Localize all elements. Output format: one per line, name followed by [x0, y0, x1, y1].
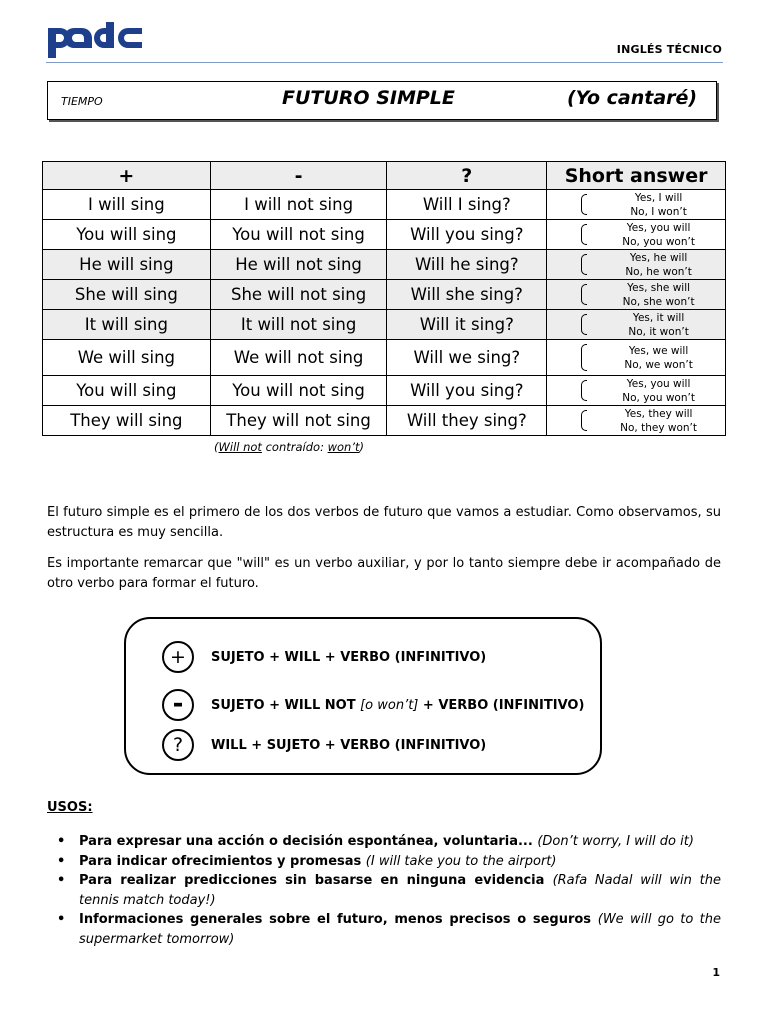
- contraction-note: (Will not contraído: won’t): [214, 440, 365, 454]
- cell-question: Will you sing?: [387, 220, 547, 250]
- question-formula: [162, 729, 486, 761]
- plus-circle-icon: +: [162, 641, 194, 673]
- title-box: [47, 81, 717, 120]
- negative-formula-text: SUJETO + WILL NOT [o won’t] + VERBO (INFINITIVO): [211, 697, 585, 713]
- cell-question: Will she sing?: [387, 280, 547, 310]
- short-answer-yes: Yes, he will: [629, 251, 688, 264]
- negative-formula: [162, 689, 584, 721]
- short-answer-yes: Yes, you will: [626, 221, 691, 234]
- brace-icon: [581, 380, 587, 401]
- table-row: [43, 310, 726, 340]
- cell-short-answer: [547, 190, 726, 220]
- table-row: [43, 250, 726, 280]
- cell-affirmative: They will sing: [43, 406, 211, 436]
- table-row: [43, 190, 726, 220]
- table-header-row: [43, 162, 726, 190]
- note-wont: won’t: [327, 440, 360, 454]
- short-answer-no: No, it won’t: [628, 325, 689, 338]
- cell-short-answer: [547, 280, 726, 310]
- cell-negative: It will not sing: [210, 310, 387, 340]
- brace-icon: [581, 344, 587, 371]
- affirmative-formula: [162, 641, 486, 673]
- short-answer-yes: Yes, I will: [634, 191, 683, 204]
- conjugation-table: [42, 161, 726, 436]
- header-divider: [46, 62, 723, 63]
- brace-icon: [581, 410, 587, 431]
- cell-negative: You will not sing: [210, 220, 387, 250]
- cell-question: Will they sing?: [387, 406, 547, 436]
- short-answer-no: No, he won’t: [625, 265, 692, 278]
- short-answer-yes: Yes, it will: [632, 311, 685, 324]
- subject-label: INGLÉS TÉCNICO: [616, 43, 722, 56]
- list-item: • Para expresar una acción o decisión espontánea, voluntaria... (Don’t worry, I will do it): [57, 832, 721, 852]
- cell-short-answer: [547, 310, 726, 340]
- usos-list: [57, 832, 721, 949]
- auxiliary-paragraph: Es importante remarcar que "will" es un verbo auxiliar, y por lo tanto siempre debe ir acompañado de otro verbo para formar el futuro.: [47, 556, 721, 591]
- cell-negative: You will not sing: [210, 376, 387, 406]
- header-negative: -: [210, 162, 387, 190]
- short-answer-no: No, you won’t: [622, 391, 695, 404]
- brace-icon: [581, 224, 587, 245]
- brace-icon: [581, 314, 587, 335]
- short-answer-yes: Yes, we will: [628, 344, 689, 357]
- brace-icon: [581, 194, 587, 215]
- intro-paragraph: El futuro simple es el primero de los dos verbos de futuro que vamos a estudiar. Como observamos, su estructura es muy sencilla.: [47, 505, 721, 540]
- list-item: • Para indicar ofrecimientos y promesas (I will take you to the airport): [57, 852, 721, 872]
- cell-question: Will I sing?: [387, 190, 547, 220]
- cell-affirmative: We will sing: [43, 340, 211, 376]
- short-answer-yes: Yes, you will: [626, 377, 691, 390]
- cell-question: Will it sing?: [387, 310, 547, 340]
- cell-affirmative: It will sing: [43, 310, 211, 340]
- cell-affirmative: You will sing: [43, 376, 211, 406]
- affirmative-formula-text: SUJETO + WILL + VERBO (INFINITIVO): [211, 649, 487, 665]
- title-main: FUTURO SIMPLE: [282, 87, 455, 109]
- question-formula-text: WILL + SUJETO + VERBO (INFINITIVO): [211, 737, 487, 753]
- table-row: [43, 220, 726, 250]
- cell-negative: We will not sing: [210, 340, 387, 376]
- header-short-answer: Short answer: [547, 162, 726, 190]
- usos-heading: USOS:: [47, 800, 93, 815]
- cell-short-answer: [547, 406, 726, 436]
- note-will-not: Will not: [218, 440, 262, 454]
- table-row: [43, 280, 726, 310]
- short-answer-no: No, we won’t: [624, 358, 693, 371]
- structure-box: [124, 617, 602, 775]
- list-item: • Informaciones generales sobre el futuro, menos precisos o seguros (We will go to the supermarket tomorrow): [57, 910, 721, 949]
- cell-negative: He will not sing: [210, 250, 387, 280]
- cell-question: Will you sing?: [387, 376, 547, 406]
- cell-negative: I will not sing: [210, 190, 387, 220]
- cell-short-answer: [547, 340, 726, 376]
- short-answer-no: No, I won’t: [630, 205, 687, 218]
- cell-negative: She will not sing: [210, 280, 387, 310]
- short-answer-yes: Yes, she will: [627, 281, 691, 294]
- logo-text: padc: [46, 5, 85, 24]
- short-answer-yes: Yes, they will: [624, 407, 693, 420]
- short-answer-no: No, you won’t: [622, 235, 695, 248]
- title-tiempo: TIEMPO: [61, 95, 103, 108]
- question-circle-icon: ?: [162, 729, 194, 761]
- cell-short-answer: [547, 250, 726, 280]
- table-row: [43, 406, 726, 436]
- cell-short-answer: [547, 220, 726, 250]
- cell-affirmative: I will sing: [43, 190, 211, 220]
- list-item: • Para realizar predicciones sin basarse en ninguna evidencia (Rafa Nadal will win the tennis match today!): [57, 871, 721, 910]
- cell-short-answer: [547, 376, 726, 406]
- cell-affirmative: She will sing: [43, 280, 211, 310]
- short-answer-no: No, she won’t: [622, 295, 695, 308]
- title-sub: (Yo cantaré): [567, 87, 698, 109]
- padc-logo: [46, 5, 146, 60]
- short-answer-no: No, they won’t: [620, 421, 698, 434]
- cell-affirmative: You will sing: [43, 220, 211, 250]
- table-row: [43, 376, 726, 406]
- brace-icon: [581, 284, 587, 305]
- cell-question: Will we sing?: [387, 340, 547, 376]
- cell-question: Will he sing?: [387, 250, 547, 280]
- cell-negative: They will not sing: [210, 406, 387, 436]
- page-number: 1: [712, 966, 720, 979]
- brace-icon: [581, 254, 587, 275]
- minus-circle-icon: -: [162, 689, 194, 721]
- header-question: ?: [387, 162, 547, 190]
- table-row: [43, 340, 726, 376]
- header-affirmative: +: [43, 162, 211, 190]
- cell-affirmative: He will sing: [43, 250, 211, 280]
